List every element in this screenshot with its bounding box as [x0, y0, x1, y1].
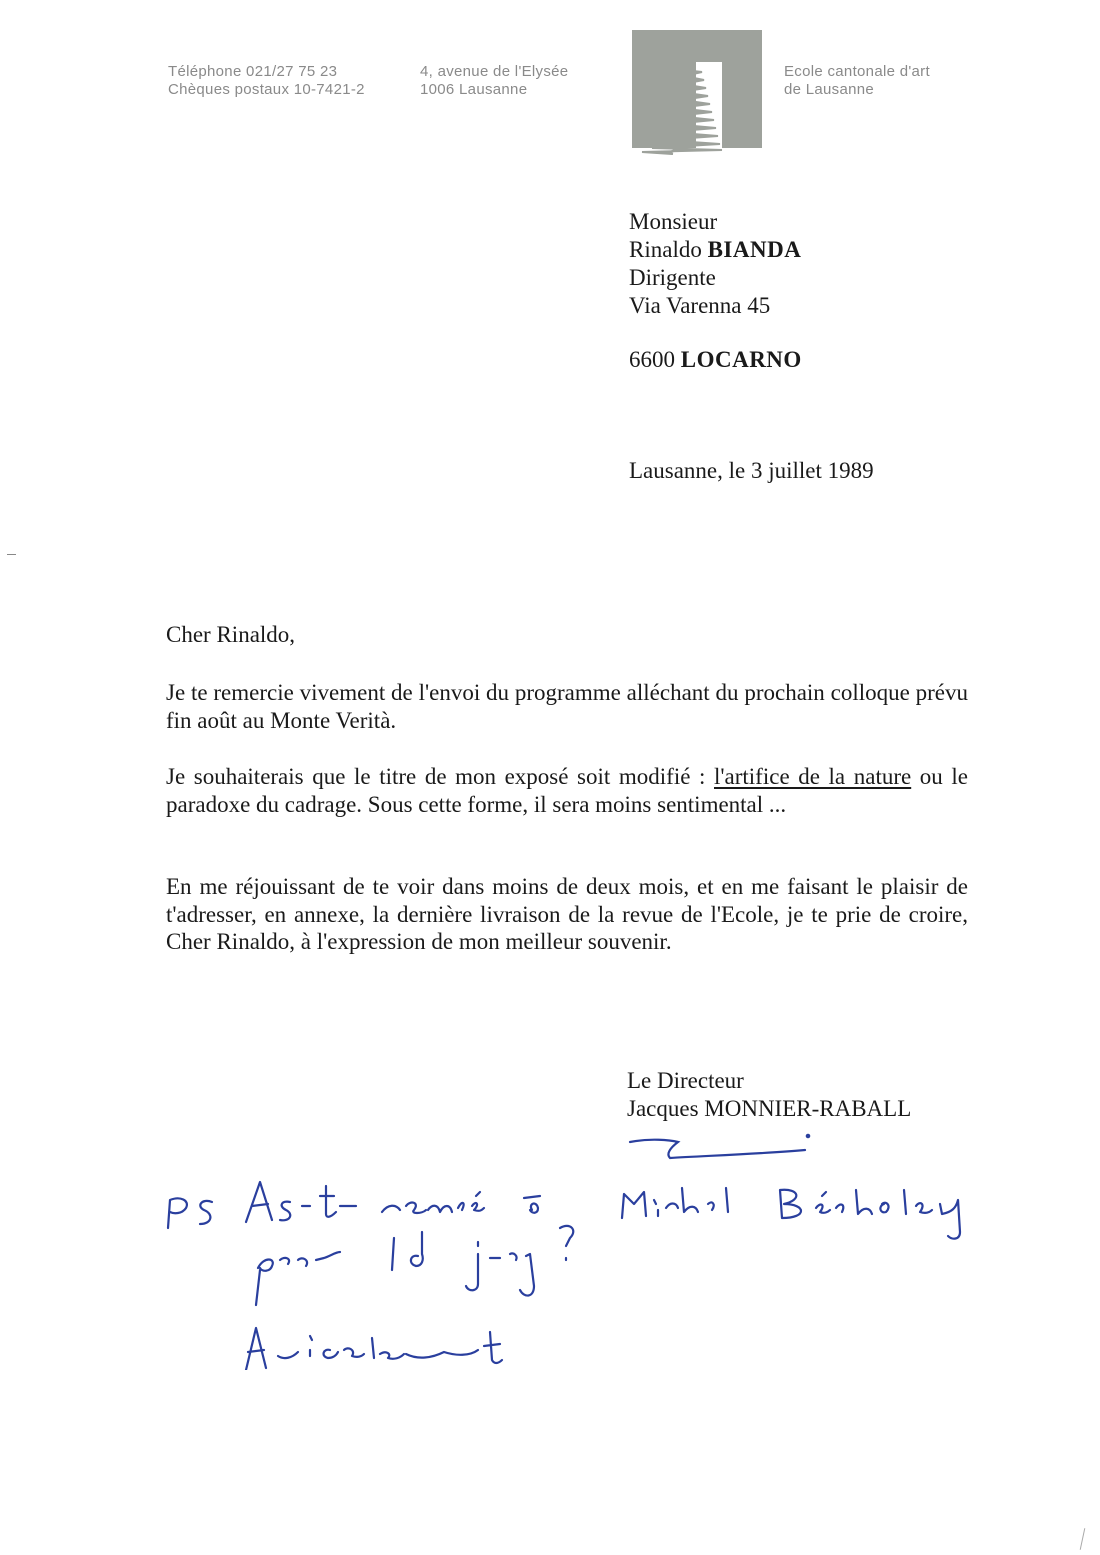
body-paragraph-2 [166, 763, 968, 818]
letterhead-school-name: Ecole cantonale d'art [784, 63, 930, 80]
signature-title: Le Directeur [627, 1068, 744, 1093]
signature-block [627, 1067, 911, 1123]
recipient-postcode: 6600 [629, 347, 675, 372]
dateline: Lausanne, le 3 juillet 1989 [629, 458, 874, 483]
handwritten-postscript [160, 1160, 990, 1370]
recipient-city: LOCARNO [680, 347, 802, 372]
signature-name: Jacques MONNIER-RABALL [627, 1096, 912, 1121]
letterhead-address [420, 63, 568, 99]
recipient-first-name: Rinaldo [629, 237, 702, 262]
letterhead-cheques: Chèques postaux 10-7421-2 [168, 81, 365, 98]
letterhead-telephone: Téléphone 021/27 75 23 [168, 63, 338, 80]
letterhead-contact [168, 63, 365, 99]
handwriting-drawing [160, 1160, 990, 1370]
recipient-name [629, 236, 801, 264]
para2-text-before: Je souhaiterais que le titre de mon exposé soit modifié : [166, 764, 714, 789]
school-logo [632, 30, 762, 155]
greeting: Cher Rinaldo, [166, 622, 296, 647]
margin-mark [7, 554, 16, 555]
recipient-salutation: Monsieur [629, 209, 718, 234]
letterhead-school-city: de Lausanne [784, 81, 875, 98]
letterhead-street: 4, avenue de l'Elysée [420, 63, 569, 80]
recipient-role: Dirigente [629, 265, 716, 290]
talk-title-underlined: l'artifice de la nature [714, 764, 912, 789]
body-paragraph-1: Je te remercie vivement de l'envoi du programme alléchant du prochain colloque prévu fin août au Monte Verità. [166, 680, 968, 733]
corner-mark [1080, 1528, 1086, 1550]
recipient-street: Via Varenna 45 [629, 293, 771, 318]
recipient-city-line [629, 346, 802, 374]
body-paragraph-3: En me réjouissant de te voir dans moins de deux mois, et en me faisant le plaisir de t'adresser, en annexe, la dernière livraison de la revue de l'Ecole, je te prie de croire, Cher Rinaldo, à l'expression de mon meilleur souvenir. [166, 874, 968, 954]
letterhead-school [784, 63, 930, 99]
letterhead-city: 1006 Lausanne [420, 81, 528, 98]
para2-text-after: ou le paradoxe du cadrage. Sous cette forme, il sera moins sentimental ... [166, 764, 968, 817]
recipient-last-name: BIANDA [707, 237, 802, 262]
recipient-address [629, 208, 801, 320]
